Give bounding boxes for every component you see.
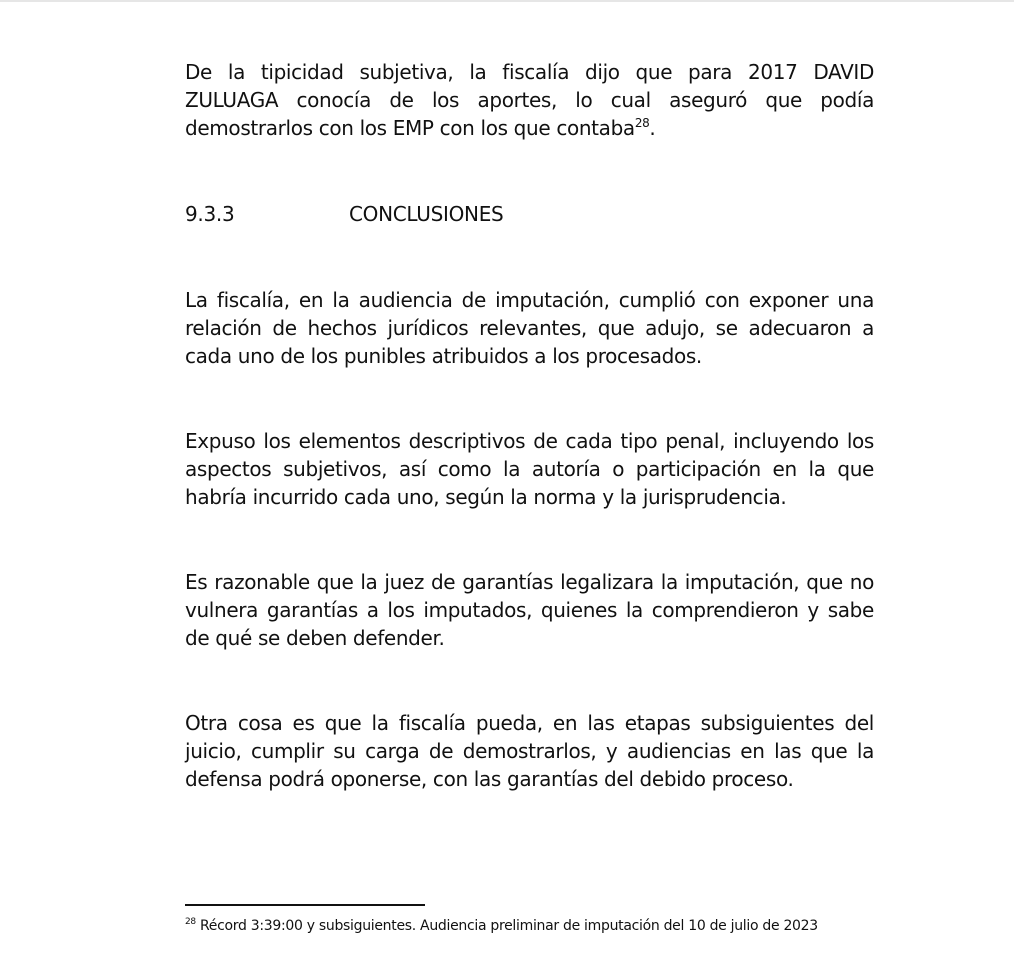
- document-body: [185, 58, 874, 793]
- paragraph-etapas-subsiguientes: Otra cosa es que la fiscalía pueda, en las etapas subsiguientes del juicio, cumplir su carga de demostrarlos, y audiencias en las que la defensa podrá oponerse, con las garantías del debido proceso.: [185, 711, 874, 791]
- paragraph-legalizacion: Es razonable que la juez de garantías legalizara la imputación, que no vulnera garantías a los imputados, quienes la comprendieron y sabe de qué se deben defender.: [185, 570, 874, 650]
- paragraph-audiencia-imputacion: La fiscalía, en la audiencia de imputación, cumplió con exponer una relación de hechos jurídicos relevantes, que adujo, se adecuaron a cada uno de los punibles atribuidos a los procesados.: [185, 288, 874, 368]
- section-number: 9.3.3: [185, 202, 235, 226]
- section-heading: [185, 200, 874, 228]
- footnote-separator: [185, 904, 425, 906]
- footnote-text: Récord 3:39:00 y subsiguientes. Audiencia preliminar de imputación del 10 de julio de 2023: [195, 918, 818, 934]
- paragraph-elementos-descriptivos: Expuso los elementos descriptivos de cada tipo penal, incluyendo los aspectos subjetivos, así como la autoría o participación en la que habría incurrido cada uno, según la norma y la jurisprudencia.: [185, 429, 874, 509]
- footnote-reference[interactable]: 28: [634, 116, 650, 131]
- paragraph-end-punctuation: .: [649, 116, 656, 140]
- footnote: [185, 916, 885, 936]
- paragraph-text: De la tipicidad subjetiva, la fiscalía dijo que para 2017 DAVID ZULUAGA conocía de los aportes, lo cual aseguró que podía demostrarlos con los EMP con los que contaba: [185, 60, 874, 140]
- section-title: CONCLUSIONES: [349, 202, 504, 226]
- footnote-number: 28: [185, 917, 196, 928]
- paragraph-tipicidad-subjetiva: [185, 58, 874, 142]
- page-top-edge: [0, 0, 1014, 2]
